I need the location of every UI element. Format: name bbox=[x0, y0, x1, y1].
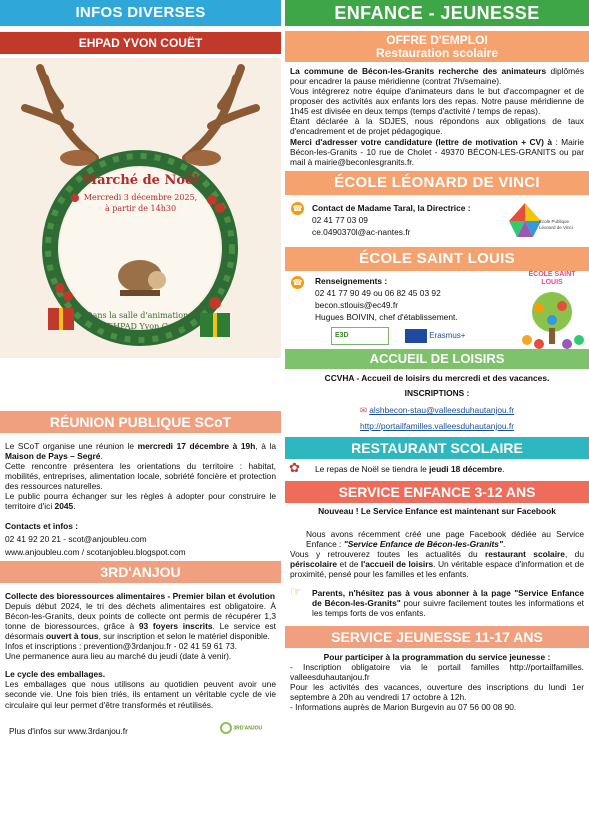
tree-icon bbox=[517, 288, 587, 354]
stlouis-contact: Renseignements : 02 41 77 90 49 ou 06 82 45 03 92 becon.stlouis@ec49.fr Hugues BOIVIN, chef d'établissement. bbox=[315, 275, 458, 322]
offre-paragraph: Vous intégrerez notre équipe d'animateurs dans le but d'accompagner et de proposer des activités aux enfants lors des repas. Notre pause méridienne de 1h45 est divisée en deux temps (temps d'activité / temps de repas). bbox=[290, 86, 584, 117]
vinci-body bbox=[285, 195, 589, 247]
jeunesse-body bbox=[285, 648, 589, 715]
eu-flag-icon bbox=[405, 329, 427, 343]
offre-paragraph: Merci d'adresser votre candidature (lettre de motivation + CV) à : Mairie Bécon-les-Granits - 10 rue de Cholet - 49370 BÉCON-LES-GRANITS ou par mail à mairie@beconlesgranits.fr. bbox=[290, 136, 584, 167]
infos-diverses-header: INFOS DIVERSES bbox=[0, 0, 281, 26]
loisirs-title: ACCUEIL DE LOISIRS bbox=[285, 349, 589, 369]
enfance-paragraph: Parents, n'hésitez pas à vous abonner à la page "Service Enfance de Bécon-les-Granits" pour suivre facilement toutes les informations et les temps forts de vos enfants. bbox=[312, 587, 584, 618]
anjou-paragraph: Depuis début 2024, le tri des déchets alimentaires est obligatoire. À Bécon-les-Granits, deux points de collecte ont permis de récupérer 1,3 tonne de bioressources, grâce à 93 foyers inscrits. Le service est désormais ouvert à tous, sur inscription et selon le matériel disponible. bbox=[5, 600, 276, 642]
anjou-logo-icon bbox=[220, 722, 232, 734]
anjou-logo: 3RD'ANJOU bbox=[220, 722, 262, 734]
anjou-heading: Le cycle des emballages. bbox=[5, 669, 106, 680]
enfance-body bbox=[285, 503, 589, 621]
left-column bbox=[0, 0, 281, 747]
e3d-logo: E3D bbox=[331, 327, 389, 345]
resto-title: RESTAURANT SCOLAIRE bbox=[285, 437, 589, 459]
scot-body bbox=[0, 433, 281, 560]
jeunesse-line: Pour les activités des vacances, ouverture des inscriptions du lundi 1er septembre à 20h au vendredi 17 octobre à 12h. bbox=[290, 682, 584, 703]
pointing-hand-icon: ☞ bbox=[290, 583, 302, 599]
offre-title: OFFRE D'EMPLOI Restauration scolaire bbox=[285, 31, 589, 62]
resto-body bbox=[285, 459, 589, 481]
loisirs-url bbox=[285, 421, 589, 431]
enfance-title: SERVICE ENFANCE 3-12 ANS bbox=[285, 481, 589, 503]
loisirs-mail-link[interactable]: alshbecon-stau@valleesduhautanjou.fr bbox=[369, 404, 515, 415]
resto-text: Le repas de Noël se tiendra le jeudi 18 décembre. bbox=[315, 464, 505, 475]
enfance-paragraph: Vous y retrouverez toutes les actualités du restaurant scolaire, du périscolaire et de l'accueil de loisirs. Un véritable espace d'information et de proximité, pensé pour les familles et les enfants. bbox=[290, 549, 584, 580]
loisirs-portal-link[interactable]: http://portailfamilles.valleesduhautanjou.fr bbox=[359, 421, 515, 432]
phone-icon: ☎ bbox=[292, 203, 303, 213]
christmas-icon: ✿ bbox=[289, 460, 300, 476]
stlouis-title: ÉCOLE SAINT LOUIS bbox=[285, 247, 589, 271]
scot-paragraph: Cette rencontre présentera les orientations du territoire : habitat, mobilités, entreprises, alimentation locale, sobriété foncière et protection des ressources naturelles. bbox=[5, 461, 276, 492]
poster-title: Marché de Noël bbox=[82, 173, 199, 188]
enfance-headline: Nouveau ! Le Service Enfance est maintenant sur Facebook bbox=[318, 506, 556, 517]
poster-place: Dans la salle d'animations, à l'EHPAD Yvon Couët bbox=[86, 311, 195, 331]
stlouis-logo: ÉCOLE SAINT LOUIS bbox=[517, 271, 587, 347]
stlouis-body bbox=[285, 271, 589, 349]
anjou-more: Plus d'infos sur www.3rdanjou.fr bbox=[9, 725, 128, 736]
offre-body bbox=[285, 62, 589, 170]
poster-date: Mercredi 3 décembre 2025, à partir de 14h30 bbox=[83, 193, 198, 213]
phone-icon: ☎ bbox=[292, 277, 303, 287]
enfance-paragraph: Nous avons récemment créé une page Facebook dédiée au Service Enfance : "Service Enfance de Bécon-les-Granits". bbox=[306, 529, 584, 550]
ehpad-title: EHPAD YVON COUËT bbox=[0, 32, 281, 54]
jeunesse-heading: Pour participer à la programmation du service jeunesse : bbox=[323, 651, 551, 662]
erasmus-logo: Erasmus+ bbox=[405, 328, 465, 344]
scot-paragraph: Le public pourra échanger sur les règles à adopter pour construire le territoire d'ici 2045. bbox=[5, 491, 276, 512]
anjou-footer bbox=[5, 726, 276, 744]
offre-paragraph: La commune de Bécon-les-Granits recherche des animateurs diplômés pour encadrer la pause méridienne (contrat 7h/semaine). bbox=[290, 66, 585, 87]
anjou-paragraph: Une permanence aura lieu au marché du jeudi (date à venir). bbox=[5, 651, 232, 662]
enfance-callout bbox=[290, 583, 584, 618]
anjou-body bbox=[0, 583, 281, 747]
scot-contact: www.anjoubleu.com / scotanjobleu.blogspot.com bbox=[5, 546, 186, 557]
offre-paragraph: Étant déclarée à la SDJES, nous répondons aux obligations de taux d'encadrement et de projet pédagogique. bbox=[290, 116, 584, 137]
jeunesse-title: SERVICE JEUNESSE 11-17 ANS bbox=[285, 626, 589, 648]
vinci-title: ÉCOLE LÉONARD DE VINCI bbox=[285, 171, 589, 195]
anjou-paragraph: Les emballages que nous utilisons au quotidien peuvent avoir une seconde vie. Une fois bien triés, ils entament un véritable cycle de vie circulaire qui leur permet d'être transformés et réutilisés. bbox=[5, 679, 276, 710]
vinci-logo: École Publique Léonard de Vinci bbox=[505, 199, 585, 245]
scot-contact: 02 41 92 20 21 - scot@anjoubleu.com bbox=[5, 533, 147, 544]
scot-paragraph: Le SCoT organise une réunion le mercredi 17 décembre à 19h, à la Maison de Pays – Segré. bbox=[5, 441, 276, 462]
anjou-paragraph: Infos et inscriptions : prevention@3rdanjou.fr - 02 41 59 61 73. bbox=[5, 641, 237, 652]
loisirs-body bbox=[285, 369, 589, 431]
mail-icon: ✉ bbox=[359, 404, 367, 415]
vinci-contact: Contact de Madame Taral, la Directrice : 02 41 77 03 09 ce.0490370l@ac-nantes.fr bbox=[312, 202, 471, 237]
jeunesse-line: - Informations auprès de Marion Burgevin au 07 56 00 08 90. bbox=[290, 702, 517, 713]
loisirs-mail bbox=[285, 405, 589, 415]
scot-contacts-label: Contacts et infos : bbox=[5, 520, 79, 531]
jeunesse-line: - Inscription obligatoire via le portail familles http://portailfamilles. valleesduhautanjou.fr bbox=[290, 661, 584, 682]
loisirs-inscriptions: INSCRIPTIONS : bbox=[404, 387, 470, 398]
right-column bbox=[285, 0, 589, 715]
scot-title: RÉUNION PUBLIQUE SCoT bbox=[0, 411, 281, 433]
loisirs-subtitle: CCVHA - Accueil de loisirs du mercredi et des vacances. bbox=[324, 372, 550, 383]
anjou-heading: Collecte des bioressources alimentaires - Premier bilan et évolution bbox=[5, 590, 275, 601]
anjou-title: 3RD'ANJOU bbox=[0, 561, 281, 583]
christmas-market-poster bbox=[0, 58, 281, 358]
enfance-jeunesse-header: ENFANCE - JEUNESSE bbox=[285, 0, 589, 26]
